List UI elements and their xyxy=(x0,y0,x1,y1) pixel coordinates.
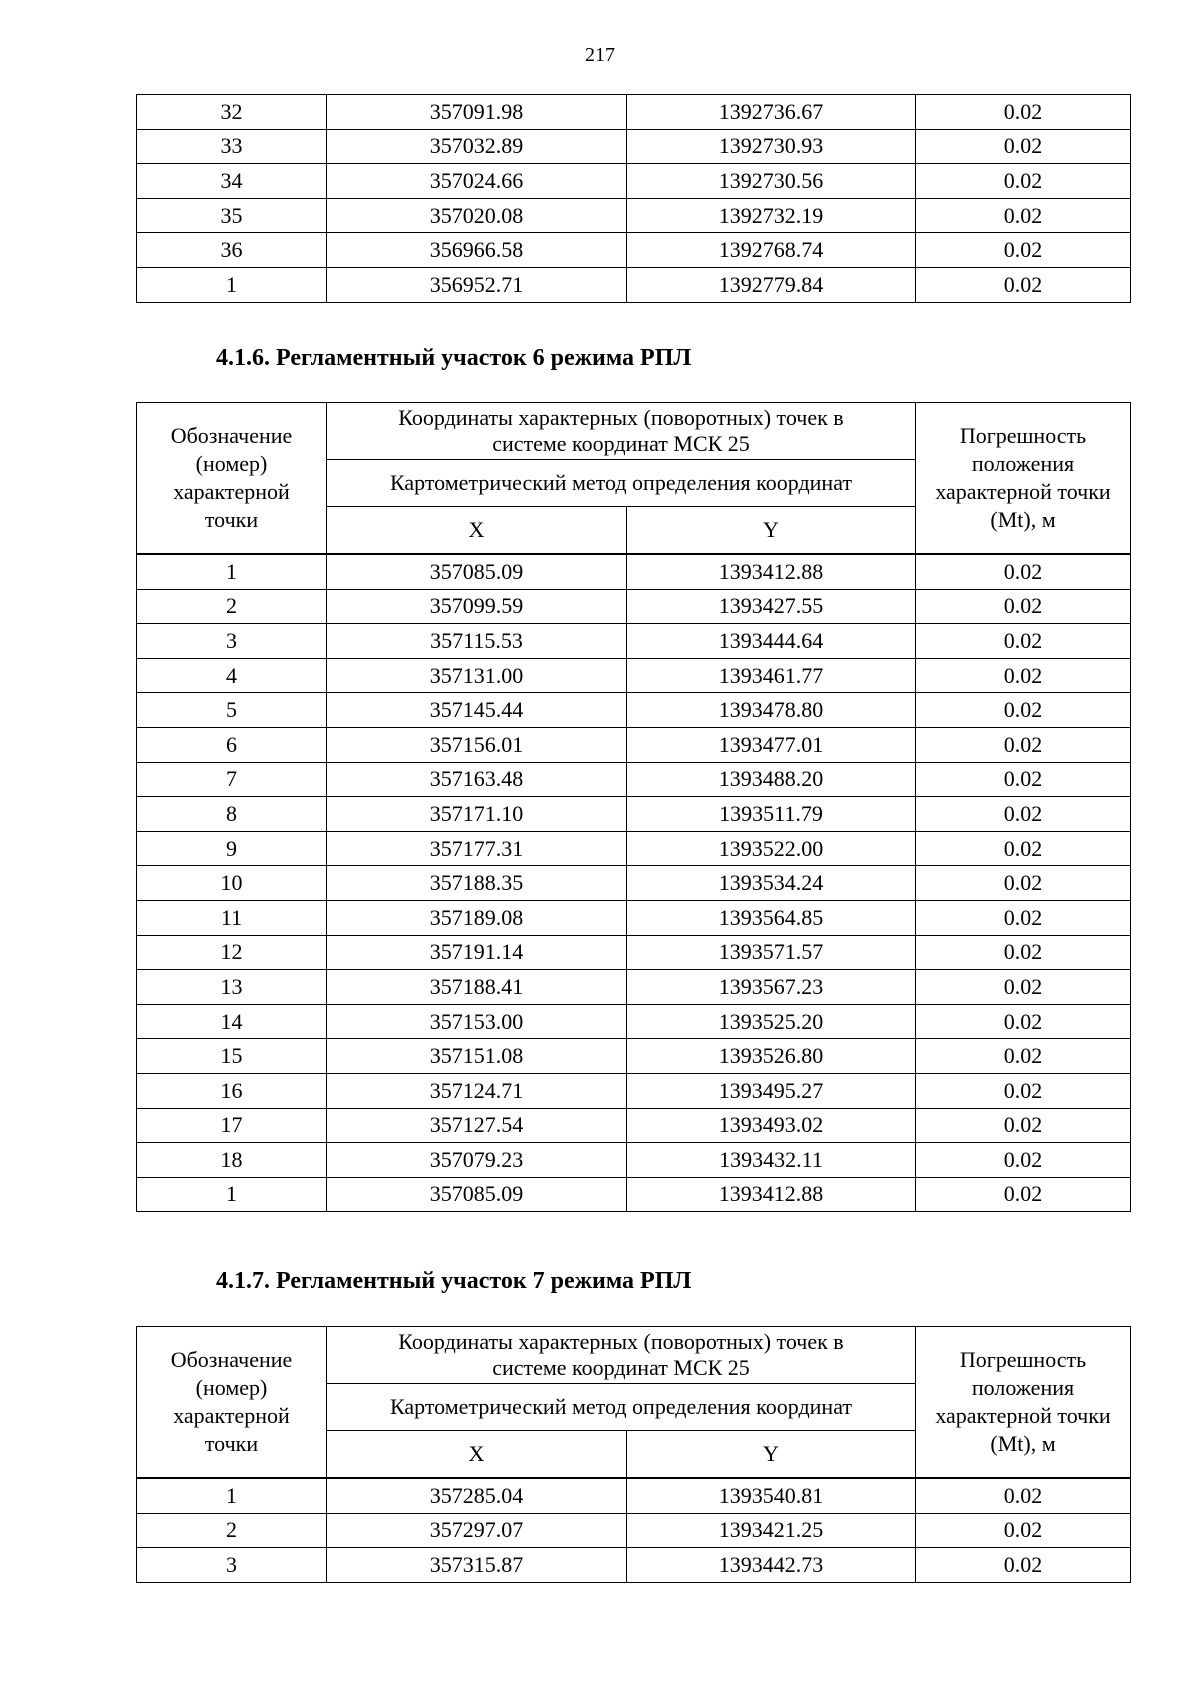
error-cell: 0.02 xyxy=(916,762,1131,797)
header-coordinates-line: системе координат МСК 25 xyxy=(492,1355,750,1380)
x-coordinate-cell: 357163.48 xyxy=(327,762,627,797)
x-coordinate-cell: 357145.44 xyxy=(327,693,627,728)
error-cell: 0.02 xyxy=(916,900,1131,935)
header-x: X xyxy=(327,507,627,555)
table-row xyxy=(137,589,1131,624)
error-cell: 0.02 xyxy=(916,658,1131,693)
coordinates-table-continuation xyxy=(136,94,1131,303)
table-row xyxy=(137,866,1131,901)
y-coordinate-cell: 1393444.64 xyxy=(627,624,916,659)
x-coordinate-cell: 357099.59 xyxy=(327,589,627,624)
table-row xyxy=(137,129,1131,164)
y-coordinate-cell: 1393564.85 xyxy=(627,900,916,935)
point-number-cell: 36 xyxy=(137,233,327,268)
point-number-cell: 6 xyxy=(137,727,327,762)
x-coordinate-cell: 357032.89 xyxy=(327,129,627,164)
table-row xyxy=(137,164,1131,199)
error-cell: 0.02 xyxy=(916,797,1131,832)
table-row xyxy=(137,727,1131,762)
y-coordinate-cell: 1393412.88 xyxy=(627,1177,916,1212)
point-number-cell: 5 xyxy=(137,693,327,728)
table-row xyxy=(137,1004,1131,1039)
header-designation xyxy=(137,1327,327,1479)
section-title-6: 4.1.6. Регламентный участок 6 режима РПЛ xyxy=(216,345,692,371)
table-row xyxy=(137,1108,1131,1143)
table-row xyxy=(137,797,1131,832)
error-cell: 0.02 xyxy=(916,589,1131,624)
table-row xyxy=(137,554,1131,589)
point-number-cell: 2 xyxy=(137,589,327,624)
header-error xyxy=(916,403,1131,555)
table-body xyxy=(137,95,1131,303)
error-cell: 0.02 xyxy=(916,624,1131,659)
table-row xyxy=(137,1039,1131,1074)
x-coordinate-cell: 357191.14 xyxy=(327,935,627,970)
x-coordinate-cell: 357124.71 xyxy=(327,1073,627,1108)
header-designation-line: Обозначение xyxy=(170,1347,293,1372)
table-row xyxy=(137,1073,1131,1108)
table-row xyxy=(137,267,1131,302)
header-x: X xyxy=(327,1431,627,1479)
x-coordinate-cell: 357085.09 xyxy=(327,554,627,589)
error-cell: 0.02 xyxy=(916,866,1131,901)
error-cell: 0.02 xyxy=(916,1039,1131,1074)
point-number-cell: 35 xyxy=(137,198,327,233)
header-method: Картометрический метод определения координат xyxy=(327,1384,916,1431)
y-coordinate-cell: 1393477.01 xyxy=(627,727,916,762)
y-coordinate-cell: 1393442.73 xyxy=(627,1548,916,1583)
error-cell: 0.02 xyxy=(916,970,1131,1005)
y-coordinate-cell: 1392779.84 xyxy=(627,267,916,302)
y-coordinate-cell: 1393493.02 xyxy=(627,1108,916,1143)
header-method: Картометрический метод определения координат xyxy=(327,460,916,507)
point-number-cell: 32 xyxy=(137,95,327,130)
x-coordinate-cell: 357285.04 xyxy=(327,1478,627,1513)
point-number-cell: 1 xyxy=(137,554,327,589)
y-coordinate-cell: 1393525.20 xyxy=(627,1004,916,1039)
x-coordinate-cell: 357156.01 xyxy=(327,727,627,762)
header-designation-line: точки xyxy=(204,1431,259,1456)
error-cell: 0.02 xyxy=(916,554,1131,589)
y-coordinate-cell: 1393427.55 xyxy=(627,589,916,624)
point-number-cell: 1 xyxy=(137,1478,327,1513)
y-coordinate-cell: 1393540.81 xyxy=(627,1478,916,1513)
table-row xyxy=(137,233,1131,268)
point-number-cell: 1 xyxy=(137,1177,327,1212)
error-cell: 0.02 xyxy=(916,1004,1131,1039)
header-designation-line: Обозначение xyxy=(170,423,293,448)
x-coordinate-cell: 357188.35 xyxy=(327,866,627,901)
point-number-cell: 13 xyxy=(137,970,327,1005)
header-coordinates-line: Координаты характерных (поворотных) точек в xyxy=(398,1329,844,1354)
point-number-cell: 1 xyxy=(137,267,327,302)
y-coordinate-cell: 1393478.80 xyxy=(627,693,916,728)
header-error-line: (Mt), м xyxy=(990,507,1056,532)
table-row xyxy=(137,1513,1131,1548)
point-number-cell: 18 xyxy=(137,1143,327,1178)
x-coordinate-cell: 357079.23 xyxy=(327,1143,627,1178)
table-row xyxy=(137,831,1131,866)
header-designation-line: характерной xyxy=(173,1403,290,1428)
x-coordinate-cell: 357153.00 xyxy=(327,1004,627,1039)
y-coordinate-cell: 1393534.24 xyxy=(627,866,916,901)
error-cell: 0.02 xyxy=(916,129,1131,164)
table-row xyxy=(137,95,1131,130)
x-coordinate-cell: 357171.10 xyxy=(327,797,627,832)
table-row xyxy=(137,900,1131,935)
table-row xyxy=(137,935,1131,970)
header-error-line: положения xyxy=(971,451,1075,476)
point-number-cell: 3 xyxy=(137,624,327,659)
x-coordinate-cell: 357115.53 xyxy=(327,624,627,659)
y-coordinate-cell: 1393526.80 xyxy=(627,1039,916,1074)
header-designation-line: характерной xyxy=(173,479,290,504)
coordinates-table-section-7 xyxy=(136,1326,1131,1583)
error-cell: 0.02 xyxy=(916,233,1131,268)
table-row xyxy=(137,970,1131,1005)
header-error-line: характерной точки xyxy=(935,479,1111,504)
y-coordinate-cell: 1392768.74 xyxy=(627,233,916,268)
point-number-cell: 4 xyxy=(137,658,327,693)
header-error-line: (Mt), м xyxy=(990,1431,1056,1456)
header-y: Y xyxy=(627,1431,916,1479)
header-error xyxy=(916,1327,1131,1479)
y-coordinate-cell: 1393412.88 xyxy=(627,554,916,589)
x-coordinate-cell: 356952.71 xyxy=(327,267,627,302)
error-cell: 0.02 xyxy=(916,1478,1131,1513)
error-cell: 0.02 xyxy=(916,1513,1131,1548)
table-row xyxy=(137,762,1131,797)
point-number-cell: 3 xyxy=(137,1548,327,1583)
y-coordinate-cell: 1392730.56 xyxy=(627,164,916,199)
x-coordinate-cell: 357131.00 xyxy=(327,658,627,693)
error-cell: 0.02 xyxy=(916,1548,1131,1583)
table-row xyxy=(137,658,1131,693)
point-number-cell: 14 xyxy=(137,1004,327,1039)
table-row xyxy=(137,198,1131,233)
y-coordinate-cell: 1393495.27 xyxy=(627,1073,916,1108)
error-cell: 0.02 xyxy=(916,164,1131,199)
error-cell: 0.02 xyxy=(916,693,1131,728)
x-coordinate-cell: 356966.58 xyxy=(327,233,627,268)
y-coordinate-cell: 1393461.77 xyxy=(627,658,916,693)
y-coordinate-cell: 1392732.19 xyxy=(627,198,916,233)
error-cell: 0.02 xyxy=(916,267,1131,302)
y-coordinate-cell: 1393567.23 xyxy=(627,970,916,1005)
point-number-cell: 34 xyxy=(137,164,327,199)
header-error-line: Погрешность xyxy=(959,423,1087,448)
header-coordinates-line: системе координат МСК 25 xyxy=(492,431,750,456)
point-number-cell: 7 xyxy=(137,762,327,797)
table-body xyxy=(137,1478,1131,1582)
point-number-cell: 10 xyxy=(137,866,327,901)
point-number-cell: 33 xyxy=(137,129,327,164)
header-y: Y xyxy=(627,507,916,555)
table-row xyxy=(137,1548,1131,1583)
header-error-line: характерной точки xyxy=(935,1403,1111,1428)
point-number-cell: 16 xyxy=(137,1073,327,1108)
header-designation-line: точки xyxy=(204,507,259,532)
point-number-cell: 12 xyxy=(137,935,327,970)
header-error-line: положения xyxy=(971,1375,1075,1400)
table-row xyxy=(137,1177,1131,1212)
y-coordinate-cell: 1392736.67 xyxy=(627,95,916,130)
x-coordinate-cell: 357024.66 xyxy=(327,164,627,199)
table-row xyxy=(137,693,1131,728)
x-coordinate-cell: 357020.08 xyxy=(327,198,627,233)
x-coordinate-cell: 357177.31 xyxy=(327,831,627,866)
error-cell: 0.02 xyxy=(916,95,1131,130)
error-cell: 0.02 xyxy=(916,198,1131,233)
header-designation xyxy=(137,403,327,555)
point-number-cell: 9 xyxy=(137,831,327,866)
y-coordinate-cell: 1393522.00 xyxy=(627,831,916,866)
x-coordinate-cell: 357085.09 xyxy=(327,1177,627,1212)
header-coordinates xyxy=(327,1327,916,1384)
page-number: 217 xyxy=(585,44,615,66)
error-cell: 0.02 xyxy=(916,1108,1131,1143)
x-coordinate-cell: 357151.08 xyxy=(327,1039,627,1074)
table-row xyxy=(137,1143,1131,1178)
y-coordinate-cell: 1393511.79 xyxy=(627,797,916,832)
header-designation-line: (номер) xyxy=(195,451,268,476)
error-cell: 0.02 xyxy=(916,1143,1131,1178)
table-row xyxy=(137,1478,1131,1513)
header-coordinates xyxy=(327,403,916,460)
section-title-7: 4.1.7. Регламентный участок 7 режима РПЛ xyxy=(216,1268,692,1294)
table-row xyxy=(137,624,1131,659)
header-designation-line: (номер) xyxy=(195,1375,268,1400)
error-cell: 0.02 xyxy=(916,1177,1131,1212)
x-coordinate-cell: 357091.98 xyxy=(327,95,627,130)
y-coordinate-cell: 1393488.20 xyxy=(627,762,916,797)
x-coordinate-cell: 357127.54 xyxy=(327,1108,627,1143)
header-coordinates-line: Координаты характерных (поворотных) точек в xyxy=(398,405,844,430)
y-coordinate-cell: 1393432.11 xyxy=(627,1143,916,1178)
y-coordinate-cell: 1393571.57 xyxy=(627,935,916,970)
error-cell: 0.02 xyxy=(916,1073,1131,1108)
point-number-cell: 11 xyxy=(137,900,327,935)
coordinates-table-section-6 xyxy=(136,402,1131,1212)
x-coordinate-cell: 357297.07 xyxy=(327,1513,627,1548)
x-coordinate-cell: 357188.41 xyxy=(327,970,627,1005)
point-number-cell: 2 xyxy=(137,1513,327,1548)
x-coordinate-cell: 357189.08 xyxy=(327,900,627,935)
point-number-cell: 8 xyxy=(137,797,327,832)
error-cell: 0.02 xyxy=(916,935,1131,970)
error-cell: 0.02 xyxy=(916,727,1131,762)
header-error-line: Погрешность xyxy=(959,1347,1087,1372)
point-number-cell: 17 xyxy=(137,1108,327,1143)
point-number-cell: 15 xyxy=(137,1039,327,1074)
y-coordinate-cell: 1393421.25 xyxy=(627,1513,916,1548)
error-cell: 0.02 xyxy=(916,831,1131,866)
x-coordinate-cell: 357315.87 xyxy=(327,1548,627,1583)
y-coordinate-cell: 1392730.93 xyxy=(627,129,916,164)
table-body xyxy=(137,554,1131,1212)
